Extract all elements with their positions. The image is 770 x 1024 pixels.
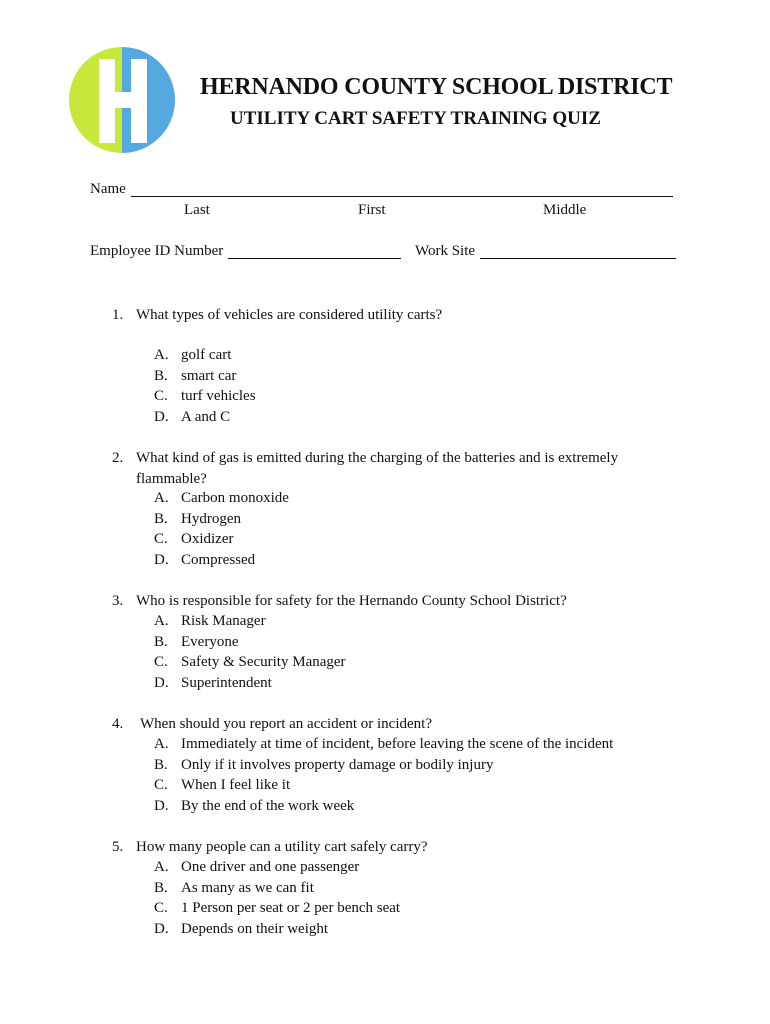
option-letter: A. (154, 859, 169, 875)
question-number: 5. (112, 839, 124, 855)
option-letter: B. (154, 367, 168, 384)
option-text: Risk Manager (181, 613, 266, 629)
district-logo (68, 46, 176, 154)
option-text: Depends on their weight (181, 920, 329, 937)
work-site-label: Work Site (415, 243, 476, 259)
first-name-label: First (358, 202, 386, 218)
page-subtitle: UTILITY CART SAFETY TRAINING QUIZ (230, 108, 601, 129)
option-letter: D. (154, 408, 169, 425)
option-text: Safety & Security Manager (181, 654, 346, 671)
option-text: As many as we can fit (181, 879, 314, 896)
option-letter: A. (154, 736, 169, 752)
employee-id-field[interactable] (228, 258, 401, 259)
option-letter: D. (154, 674, 169, 691)
option-text: Carbon monoxide (181, 490, 289, 506)
option-letter: D. (154, 551, 169, 568)
option-letter: A. (154, 347, 169, 363)
question-text: How many people can a utility cart safely carry? (136, 839, 428, 855)
option-text: Superintendent (181, 674, 272, 691)
option-text: Immediately at time of incident, before leaving the scene of the incident (181, 736, 614, 752)
middle-name-label: Middle (543, 202, 587, 218)
page-title: HERNANDO COUNTY SCHOOL DISTRICT (200, 74, 673, 100)
question-number: 1. (112, 307, 124, 323)
question-number: 3. (112, 593, 124, 609)
option-letter: B. (154, 879, 168, 896)
option-text: golf cart (181, 347, 232, 363)
option-text: smart car (181, 367, 237, 384)
work-site-field[interactable] (480, 258, 676, 259)
option-letter: C. (154, 654, 168, 671)
question-text: What types of vehicles are considered utility carts? (136, 307, 443, 323)
option-text: Oxidizer (181, 531, 234, 548)
option-text: turf vehicles (181, 388, 256, 405)
option-text: Only if it involves property damage or bodily injury (181, 756, 494, 773)
option-letter: C. (154, 900, 168, 917)
option-text: 1 Person per seat or 2 per bench seat (181, 900, 401, 917)
option-text: Compressed (181, 551, 256, 568)
option-text: Hydrogen (181, 510, 241, 527)
option-letter: D. (154, 920, 169, 937)
option-text: By the end of the work week (181, 797, 355, 814)
option-letter: D. (154, 797, 169, 814)
option-text: A and C (181, 408, 231, 425)
option-letter: A. (154, 490, 169, 506)
name-label: Name (90, 181, 126, 197)
question-text: What kind of gas is emitted during the charging of the batteries and is extremely flammable? (136, 450, 619, 487)
option-text: When I feel like it (181, 777, 291, 794)
option-letter: C. (154, 531, 168, 548)
option-text: Everyone (181, 633, 239, 650)
option-letter: C. (154, 777, 168, 794)
question-text: When should you report an accident or incident? (140, 716, 432, 732)
option-letter: C. (154, 388, 168, 405)
question-number: 4. (112, 716, 124, 732)
last-name-label: Last (184, 202, 210, 218)
option-text: One driver and one passenger (181, 859, 360, 875)
question-number: 2. (112, 450, 124, 466)
employee-id-label: Employee ID Number (90, 243, 224, 259)
option-letter: A. (154, 613, 169, 629)
option-letter: B. (154, 633, 168, 650)
option-letter: B. (154, 510, 168, 527)
question-text: Who is responsible for safety for the Hernando County School District? (136, 593, 567, 609)
option-letter: B. (154, 756, 168, 773)
name-field[interactable] (131, 196, 673, 197)
